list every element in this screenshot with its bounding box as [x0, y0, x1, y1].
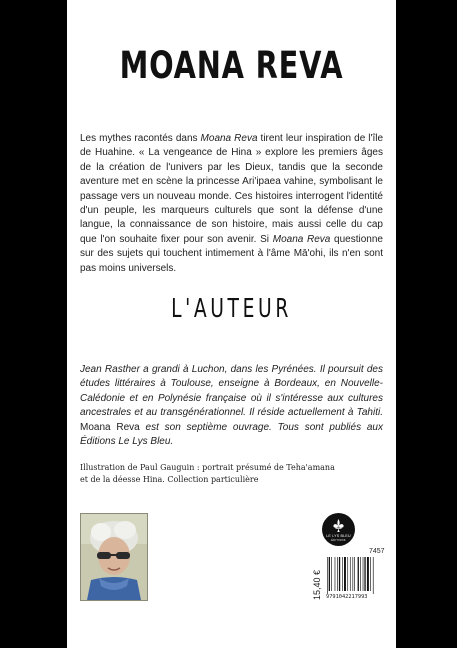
- credit-line-2: et de la déesse Hina. Collection particulière: [80, 474, 259, 484]
- isbn-digits: 9791042217993: [326, 594, 368, 600]
- barcode-bar: [350, 557, 351, 591]
- barcode-bar: [331, 557, 332, 591]
- barcode: [325, 556, 389, 600]
- fleur-de-lys-icon: [331, 518, 346, 533]
- barcode-bar: [358, 557, 359, 591]
- product-code: 7457: [369, 548, 385, 555]
- barcode-bar: [342, 557, 343, 591]
- price: 15,40 €: [312, 569, 322, 601]
- barcode-bar: [367, 557, 369, 591]
- barcode-bar: [364, 557, 365, 591]
- barcode-bar: [335, 557, 336, 591]
- bio-segment: est son septième ouvrage. Tous sont publiés aux Éditions Le Lys Bleu.: [80, 421, 383, 448]
- bio-segment: Jean Rasther a grandi à Luchon, dans les Pyrénées. Il poursuit des études littéraires à Toulouse, enseigne à Bordeaux, en Nouvelle-Calédonie et en Polynésie française où il s'intéresse aux cultures ancestrales et au transgénérationnel. Il réside actuellement à Tahiti.: [80, 364, 383, 419]
- barcode-bar: [329, 557, 330, 591]
- author-heading: L'AUTEUR: [171, 294, 292, 324]
- back-cover: [67, 0, 396, 648]
- synopsis: [80, 132, 383, 276]
- synopsis-segment: Moana Reva: [272, 233, 331, 245]
- synopsis-segment: questionne sur des sujets qui touchent intimement à l'âme Mā'ohi, ils n'en sont pas moins universels.: [80, 233, 383, 274]
- barcode-bar: [354, 557, 355, 591]
- author-photo: [80, 513, 148, 601]
- synopsis-segment: Moana Reva: [200, 133, 258, 144]
- barcode-bar: [363, 557, 364, 591]
- synopsis-segment: Les mythes racontés dans: [80, 133, 201, 144]
- publisher-logo: [322, 513, 355, 546]
- barcode-bar: [327, 557, 328, 594]
- credit-line-1: Illustration de Paul Gauguin : portrait présumé de Teha'amana: [80, 463, 335, 472]
- publisher-sub: ÉDITIONS: [331, 539, 346, 542]
- synopsis-segment: tirent leur inspiration de l'île de Huahine. « La vengeance de Hina » explore les premiers âges de la création de l'univers par les Dieux, tandis que la seconde aventure met en scène la princesse Ari'ipaea vahine, symbolisant le passage vers un nouveau monde. Ces histoires interrogent l'identité d'un peuple, les marqueurs culturels que sont la défense d'une langue, la connaissance de son histoire, mais aussi celle du cap que l'on souhaite fixer pour son avenir. Si: [80, 133, 383, 245]
- book-title: MOANA REVA: [119, 44, 344, 87]
- publisher-name: LE LYS BLEU: [326, 534, 351, 538]
- barcode-bar: [344, 557, 346, 591]
- barcode-bar: [337, 557, 338, 591]
- author-bio: [80, 363, 383, 449]
- barcode-bar: [339, 557, 340, 591]
- barcode-bar: [353, 557, 354, 591]
- barcode-bar: [347, 557, 348, 591]
- illustration-credit: [80, 462, 380, 485]
- barcode-bar: [360, 557, 361, 591]
- bio-segment: Moana Reva: [80, 421, 140, 433]
- barcode-bar: [373, 557, 374, 594]
- barcode-bar: [370, 557, 371, 591]
